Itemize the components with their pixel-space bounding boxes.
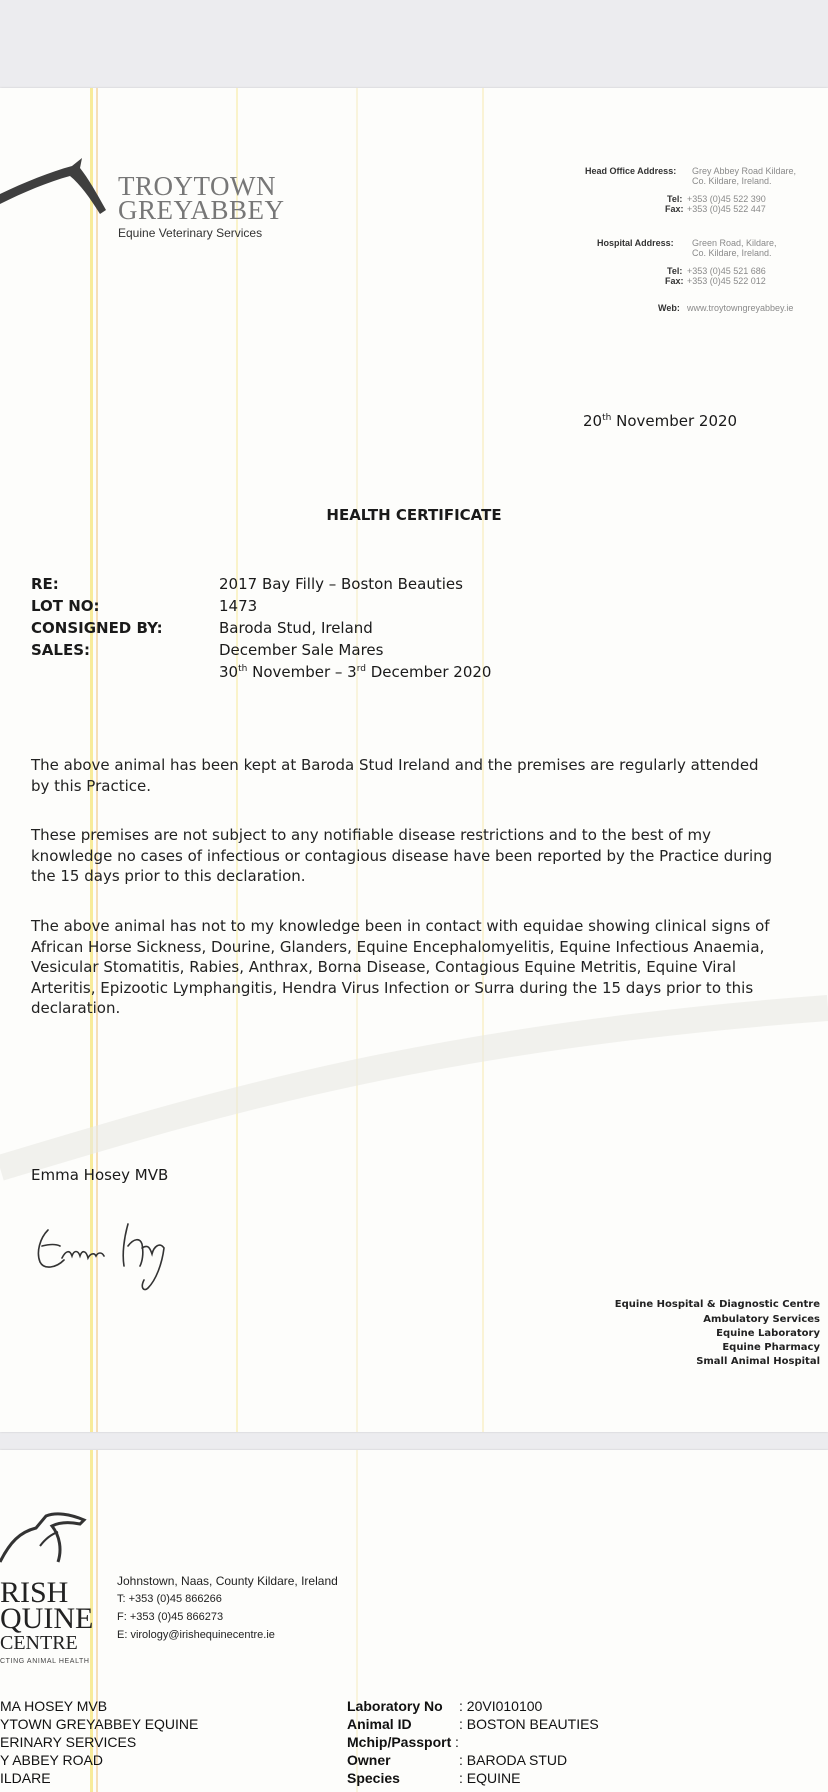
service-item: Equine Laboratory — [716, 1328, 820, 1339]
head-office-fax: +353 (0)45 522 447 — [687, 204, 766, 214]
service-item: Equine Pharmacy — [722, 1342, 820, 1353]
head-office-address-line1: Grey Abbey Road Kildare, — [692, 166, 797, 176]
signatory-name: Emma Hosey MVB — [31, 1166, 169, 1184]
logo-title-line2: GREYABBEY — [118, 195, 285, 225]
addressee-line: ILDARE — [0, 1770, 51, 1786]
logo-line-tagline: CTING ANIMAL HEALTH — [0, 1658, 90, 1665]
lab-fax: F: +353 (0)45 866273 — [117, 1611, 224, 1623]
head-office-tel-label: Tel: — [667, 194, 683, 204]
sales-value: December Sale Mares — [219, 641, 384, 659]
re-value: 2017 Bay Filly – Boston Beauties — [219, 575, 463, 593]
lab-address: Johnstown, Naas, County Kildare, Ireland — [117, 1574, 338, 1588]
owner-label: Owner — [347, 1752, 391, 1768]
page-title: HEALTH CERTIFICATE — [326, 506, 502, 524]
head-office-tel: +353 (0)45 522 390 — [687, 194, 766, 204]
date-day: 20 — [583, 412, 603, 430]
logo-line-centre: CENTRE — [0, 1632, 78, 1654]
signature-image — [30, 1218, 190, 1298]
field-lot-no — [31, 597, 751, 619]
mchip-passport-label: Mchip/Passport — [347, 1734, 452, 1750]
re-label: RE: — [31, 575, 59, 593]
sales-label: SALES: — [31, 641, 91, 659]
hospital-tel: +353 (0)45 521 686 — [687, 266, 766, 276]
animal-id-value: : BOSTON BEAUTIES — [459, 1716, 599, 1732]
head-office-label: Head Office Address: — [585, 166, 677, 176]
sale-date-middle: November – 3 — [247, 663, 357, 681]
horse-logo — [0, 1502, 100, 1572]
logo-line-equine: QUINE — [0, 1602, 94, 1635]
laboratory-no-label: Laboratory No — [347, 1698, 443, 1714]
sale-date-start: 30 — [219, 663, 239, 681]
owner-value: : BARODA STUD — [459, 1752, 568, 1768]
hospital-tel-label: Tel: — [667, 266, 683, 276]
hospital-address-line1: Green Road, Kildare, — [692, 238, 777, 248]
sale-dates — [219, 663, 491, 681]
field-sale-dates — [31, 663, 751, 685]
field-sales — [31, 641, 751, 663]
lab-tel: T: +353 (0)45 866266 — [117, 1593, 222, 1605]
sale-date-start-suffix: th — [238, 664, 248, 674]
sale-date-end-suffix: rd — [356, 664, 366, 674]
hospital-address-line2: Co. Kildare, Ireland. — [692, 248, 772, 258]
date-month-year: November 2020 — [611, 412, 738, 430]
lot-label: LOT NO: — [31, 597, 100, 615]
web-url: www.troytowngreyabbey.ie — [687, 303, 794, 313]
horse-head-logo — [0, 154, 120, 224]
service-item: Ambulatory Services — [703, 1314, 820, 1325]
logo-tagline: Equine Veterinary Services — [118, 226, 263, 240]
date-suffix: th — [602, 413, 612, 423]
sale-date-end: December 2020 — [365, 663, 492, 681]
paragraph-kept-at: The above animal has been kept at Baroda Stud Ireland and the premises are regularly attended by this Practice. — [31, 756, 759, 795]
addressee-line: YTOWN GREYABBEY EQUINE — [0, 1716, 199, 1732]
paragraph-contact: The above animal has not to my knowledge been in contact with equidae showing clinical signs of African Horse Sickness, Dourine, Glanders, Equine Encephalomyelitis, Equine Infectious Anaemia, Vesicular Stomatitis, Rabies, Anthrax, Borna Disease, Contagious Equine Metritis, Equine Viral Arteritis, Epizootic Lymphangitis, Hendra Virus Infection or Surra during the 15 days prior to this declaration. — [31, 917, 770, 1017]
addressee-line: ERINARY SERVICES — [0, 1734, 137, 1750]
logo-title-line1: TROYTOWN — [118, 171, 276, 201]
field-consigned-by — [31, 619, 751, 641]
service-item: Equine Hospital & Diagnostic Centre — [614, 1299, 820, 1310]
lot-value: 1473 — [219, 597, 258, 615]
addressee-line: MA HOSEY MVB — [0, 1698, 108, 1714]
head-office-address-line2: Co. Kildare, Ireland. — [692, 176, 772, 186]
consigned-label: CONSIGNED BY: — [31, 619, 163, 637]
animal-id-label: Animal ID — [347, 1716, 412, 1732]
hospital-fax: +353 (0)45 522 012 — [687, 276, 766, 286]
laboratory-no-value: : 20VI010100 — [459, 1698, 543, 1714]
species-label: Species — [347, 1770, 400, 1786]
lab-report-page-2 — [0, 1450, 828, 1792]
hospital-fax-label: Fax: — [665, 276, 684, 286]
species-value: : EQUINE — [459, 1770, 521, 1786]
certificate-date — [583, 412, 737, 430]
service-item: Small Animal Hospital — [696, 1356, 820, 1367]
addressee-line: Y ABBEY ROAD — [0, 1752, 103, 1768]
hospital-address-label: Hospital Address: — [597, 238, 674, 248]
consigned-value: Baroda Stud, Ireland — [219, 619, 373, 637]
mchip-passport-value: : — [455, 1734, 459, 1750]
certificate-page-1 — [0, 88, 828, 1432]
paragraph-premises: These premises are not subject to any notifiable disease restrictions and to the best of my knowledge no cases of infectious or contagious disease have been reported by the Practice during the 15 days prior to this declaration. — [31, 826, 773, 885]
logo-line-irish: RISH — [0, 1576, 69, 1609]
head-office-fax-label: Fax: — [665, 204, 684, 214]
web-label: Web: — [658, 303, 680, 313]
lab-email: E: virology@irishequinecentre.ie — [117, 1629, 275, 1641]
field-re — [31, 575, 751, 597]
